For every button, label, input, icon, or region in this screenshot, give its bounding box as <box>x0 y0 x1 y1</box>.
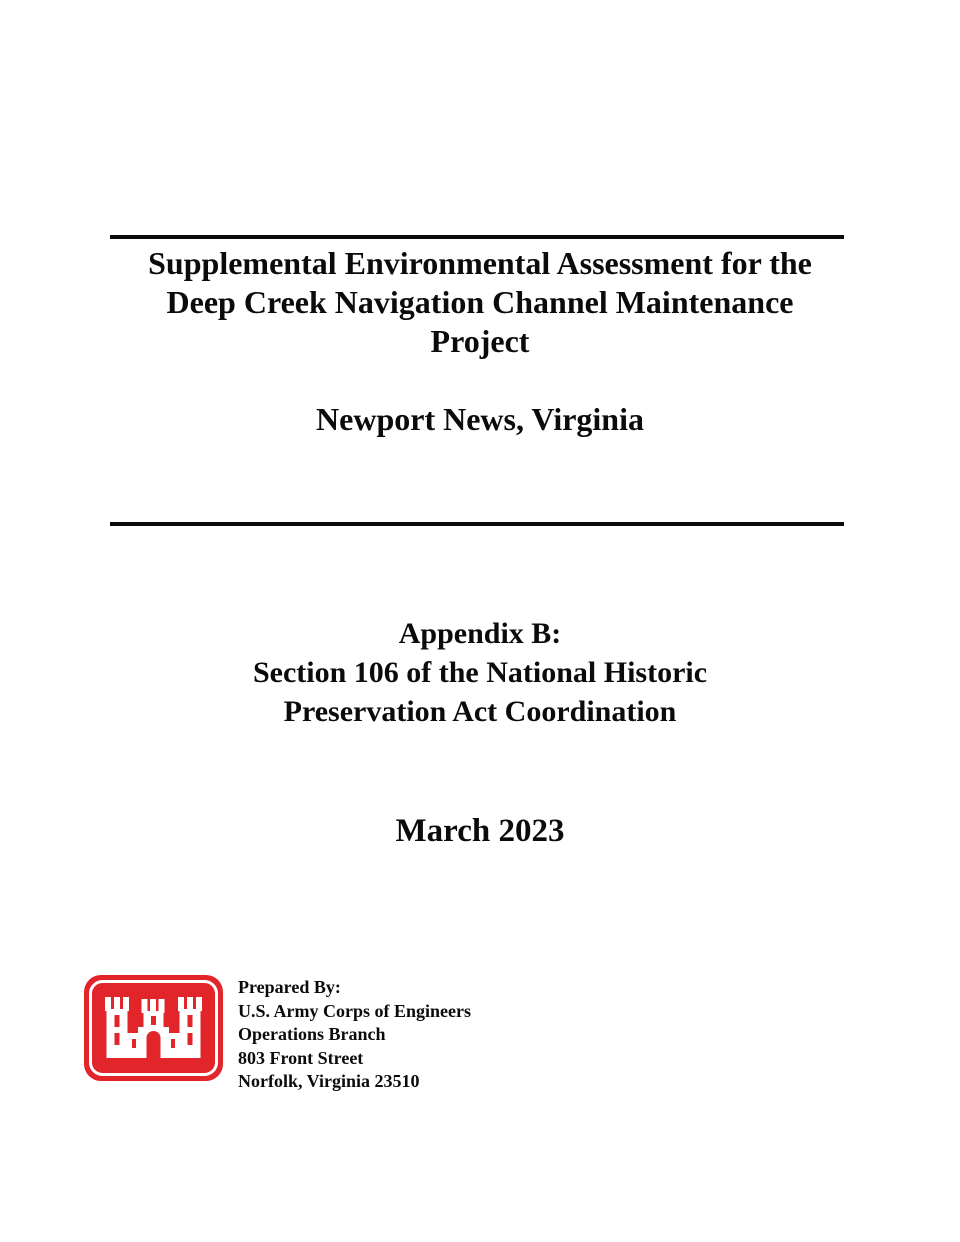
appendix-title <box>0 614 960 731</box>
title-line-3: Project <box>430 323 530 359</box>
prepared-by-section <box>84 975 471 1094</box>
prepared-by-organization: U.S. Army Corps of Engineers <box>238 1000 471 1021</box>
appendix-line-2: Section 106 of the National Historic <box>252 656 708 689</box>
document-date <box>0 811 960 851</box>
prepared-by-city: Norfolk, Virginia 23510 <box>238 1071 420 1091</box>
appendix-line-1: Appendix B: <box>398 617 562 650</box>
prepared-by-heading: Prepared By: <box>238 977 341 997</box>
prepared-by-text-block <box>238 975 471 1094</box>
location-text: Newport News, Virginia <box>316 401 644 437</box>
title-line-2: Deep Creek Navigation Channel Maintenance <box>166 284 794 320</box>
top-horizontal-rule <box>110 235 844 239</box>
title-line-1: Supplemental Environmental Assessment for the <box>148 245 812 281</box>
document-location <box>0 400 960 439</box>
prepared-by-branch: Operations Branch <box>238 1024 386 1044</box>
document-title <box>0 244 960 361</box>
date-text: March 2023 <box>395 813 565 849</box>
appendix-line-3: Preservation Act Coordination <box>283 695 677 728</box>
bottom-horizontal-rule <box>110 522 844 526</box>
usace-castle-logo-icon <box>84 975 223 1081</box>
prepared-by-street: 803 Front Street <box>238 1047 364 1068</box>
